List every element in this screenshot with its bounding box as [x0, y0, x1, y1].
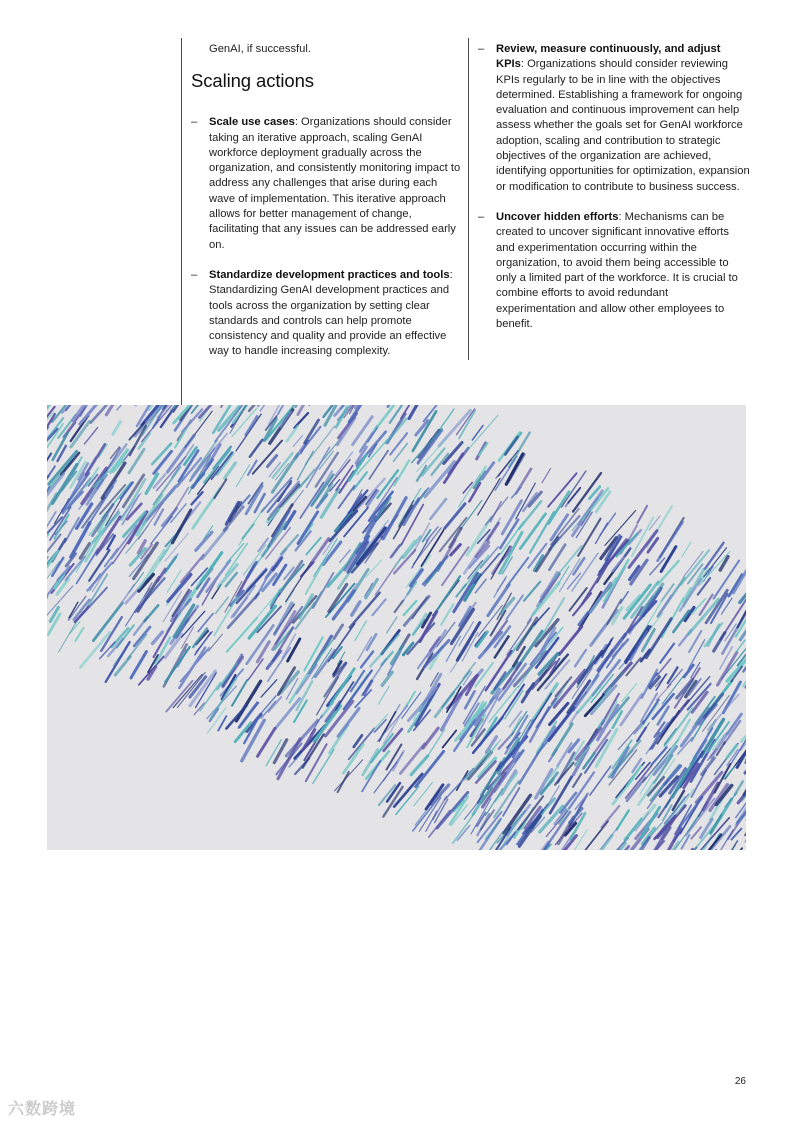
brushstroke — [487, 737, 497, 752]
brushstroke — [407, 692, 416, 706]
brushstroke — [736, 640, 745, 652]
brushstroke — [442, 695, 462, 730]
brushstroke — [324, 542, 341, 564]
brushstroke — [374, 714, 388, 729]
brushstroke — [714, 633, 725, 651]
brushstroke — [650, 717, 674, 749]
bullet-dash: – — [191, 116, 198, 129]
brushstroke — [379, 686, 390, 704]
brushstroke — [354, 472, 367, 489]
brushstroke — [338, 772, 349, 792]
brushstroke — [216, 597, 229, 613]
brushstroke — [243, 545, 266, 575]
brushstroke — [494, 576, 506, 597]
brushstroke — [546, 786, 559, 808]
brushstroke — [416, 751, 444, 786]
brushstroke — [364, 681, 372, 694]
brushstroke — [313, 573, 333, 608]
brushstroke — [442, 547, 468, 585]
brushstroke — [575, 830, 587, 850]
brushstroke — [325, 663, 347, 696]
brushstroke — [725, 793, 736, 807]
bullet-title: Uncover hidden efforts — [496, 210, 619, 223]
brushstroke — [602, 806, 620, 827]
bullet-text: : Organizations should consider reviewing KPIs regularly to be in line with the objectives determined. Establishing a framework for ongoing evaluation and continuous improvement can help assess whether the goals set for GenAI workforce adoption, scaling and contribution to strategic objectives of the organization are achieved, identifying opportunities for optimization, expansion or modification to contribute to business success. — [496, 58, 750, 193]
brushstroke — [194, 703, 204, 715]
bullet-text: : Organizations should consider taking an iterative approach, scaling GenAI workforce deployment gradually across the organization, and consistently monitoring impact to address any challenges that arise during each wave of implementation. This iterative approach allows for better management of change, facilitating that any issues can be addressed early on. — [209, 116, 461, 251]
brushstroke — [387, 617, 397, 633]
brushstroke — [590, 766, 611, 795]
brushstroke — [682, 542, 691, 557]
brushstroke — [662, 584, 674, 601]
brushstroke — [352, 602, 360, 615]
brushstroke — [440, 518, 467, 551]
brushstroke — [248, 461, 257, 475]
brushstroke — [372, 599, 385, 615]
right-column — [478, 42, 750, 332]
brushstroke — [258, 405, 284, 406]
brushstroke — [609, 741, 640, 777]
brushstroke — [729, 575, 742, 597]
brushstroke — [349, 728, 375, 759]
brushstroke — [113, 422, 121, 435]
bullet-review-kpis — [478, 42, 750, 195]
brushstroke — [226, 544, 248, 576]
brushstroke — [106, 405, 124, 415]
brushstroke — [242, 524, 253, 538]
brushstroke — [293, 435, 302, 446]
brushstroke — [650, 613, 663, 630]
brushstroke — [600, 513, 615, 535]
brushstroke — [415, 812, 425, 825]
brushstroke — [556, 677, 572, 696]
brushstroke — [453, 812, 475, 843]
brushstroke — [269, 697, 282, 712]
brushstroke — [660, 644, 674, 663]
brushstroke — [421, 530, 443, 566]
brushstroke — [355, 621, 367, 641]
brushstroke — [653, 722, 668, 744]
brushstroke — [276, 699, 300, 729]
brushstroke — [334, 625, 342, 638]
brushstroke — [157, 457, 186, 491]
brushstroke — [657, 659, 671, 676]
brushstroke — [261, 680, 277, 697]
brushstroke — [295, 759, 309, 775]
brushstroke — [512, 487, 521, 497]
brushstroke — [505, 437, 517, 454]
brushstroke — [313, 750, 334, 784]
continuation-text: GenAI, if successful. — [209, 43, 311, 55]
brushstroke — [496, 451, 518, 479]
watermark-logo: 六数跨境 — [8, 1101, 77, 1118]
bullet-title: Standardize development practices and tools — [209, 268, 450, 281]
brushstroke — [335, 452, 352, 475]
brushstroke — [394, 505, 413, 538]
brushstroke — [507, 619, 531, 655]
brushstroke — [441, 604, 453, 625]
brushstroke — [225, 463, 236, 478]
bullet-uncover-hidden-efforts — [478, 210, 750, 332]
brushstroke — [363, 750, 378, 775]
brushstroke — [409, 405, 425, 419]
brushstroke — [315, 650, 335, 677]
brushstroke — [368, 428, 377, 442]
brushstroke — [542, 469, 551, 483]
brushstroke — [708, 835, 722, 850]
brushstroke — [391, 545, 400, 557]
brushstroke — [268, 456, 277, 467]
bullet-dash: – — [191, 268, 198, 281]
brushstroke — [591, 610, 617, 645]
brushstroke — [344, 744, 364, 773]
brushstroke — [637, 506, 647, 523]
left-column — [191, 42, 463, 360]
brushstroke — [214, 479, 226, 498]
brushstroke — [232, 680, 247, 706]
brushstroke — [423, 728, 438, 748]
brushstroke — [720, 557, 728, 571]
brushstroke — [248, 659, 263, 680]
brushstroke — [369, 451, 388, 479]
brushstroke — [620, 592, 628, 604]
brushstroke — [443, 731, 457, 748]
brushstroke — [362, 761, 380, 791]
brushstroke — [181, 555, 204, 582]
brushstroke — [321, 489, 338, 517]
brushstroke — [173, 510, 191, 543]
section-heading: Scaling actions — [191, 70, 314, 92]
brushstroke — [298, 405, 306, 415]
brushstroke — [306, 558, 326, 594]
brushstroke — [727, 746, 736, 758]
brushstroke — [199, 434, 227, 468]
brushstroke — [86, 444, 105, 475]
brushstroke — [401, 586, 412, 604]
brushstroke — [559, 627, 581, 655]
brushstroke — [198, 466, 219, 494]
brushstroke — [745, 822, 746, 843]
brushstroke — [151, 516, 172, 544]
brushstroke — [640, 584, 663, 615]
brushstroke — [478, 819, 500, 850]
brushstroke — [235, 723, 251, 742]
brushstroke — [465, 750, 490, 780]
brushstroke — [226, 705, 246, 728]
bullet-dash: – — [478, 43, 485, 55]
brushstroke — [391, 646, 403, 664]
brushstroke — [658, 596, 671, 616]
brushstroke — [394, 774, 422, 807]
brushstroke — [594, 828, 617, 850]
brushstroke — [112, 525, 137, 559]
brushstroke — [258, 728, 276, 756]
brushstroke — [468, 415, 498, 449]
brushstroke — [306, 744, 327, 781]
bullet-text: : Mechanisms can be created to uncover significant innovative efforts and experimentation occurring within the organization, to avoid them being accessible to only a limited part of the workforce. It is crucial to combine efforts to avoid redundant experimentation and allow other employees to benefit. — [496, 210, 738, 331]
brushstroke — [202, 528, 227, 559]
brushstroke — [338, 708, 359, 736]
brushstroke — [617, 810, 629, 829]
brushstroke — [297, 665, 317, 694]
brushstroke — [274, 740, 286, 763]
abstract-brushstroke-artwork — [47, 405, 746, 850]
brushstroke — [135, 578, 164, 612]
brushstroke — [153, 632, 163, 644]
brushstroke — [533, 583, 559, 615]
brushstroke — [287, 426, 298, 441]
brushstroke — [524, 582, 540, 601]
brushstroke — [246, 486, 262, 514]
brushstroke — [477, 632, 487, 647]
bullet-title: Review, measure continuously, and adjust KPIs — [496, 43, 721, 71]
brushstroke — [84, 428, 97, 445]
bullet-scale-use-cases — [191, 115, 463, 253]
brushstroke — [260, 405, 276, 411]
brushstroke — [742, 718, 747, 741]
artwork-canvas — [47, 405, 746, 850]
brushstroke — [400, 744, 424, 774]
bullet-standardize-practices — [191, 268, 463, 360]
brushstroke — [250, 440, 262, 457]
brushstroke — [745, 819, 746, 835]
brushstroke — [622, 684, 637, 702]
column-divider-left — [181, 38, 182, 405]
brushstroke — [75, 628, 83, 641]
bullet-title: Scale use cases — [209, 116, 295, 129]
brushstroke — [575, 650, 586, 666]
bullet-text: : Standardizing GenAI development practices and tools across the organization by setting clear standards and controls can help promote consistency and quality and provide an effective way to handle increasing complexity. — [209, 268, 453, 358]
column-divider-middle — [468, 38, 469, 360]
brushstroke — [393, 444, 407, 462]
page-number: 26 — [734, 1076, 746, 1087]
brushstroke — [117, 405, 141, 410]
brushstroke — [505, 690, 523, 719]
brushstroke — [682, 835, 690, 849]
brushstroke-group — [47, 405, 746, 850]
brushstroke — [209, 634, 223, 651]
bullet-dash: – — [478, 210, 485, 223]
brushstroke — [193, 629, 207, 648]
brushstroke — [271, 590, 281, 606]
brushstroke — [688, 640, 704, 669]
brushstroke — [430, 499, 446, 519]
brushstroke — [131, 652, 146, 678]
